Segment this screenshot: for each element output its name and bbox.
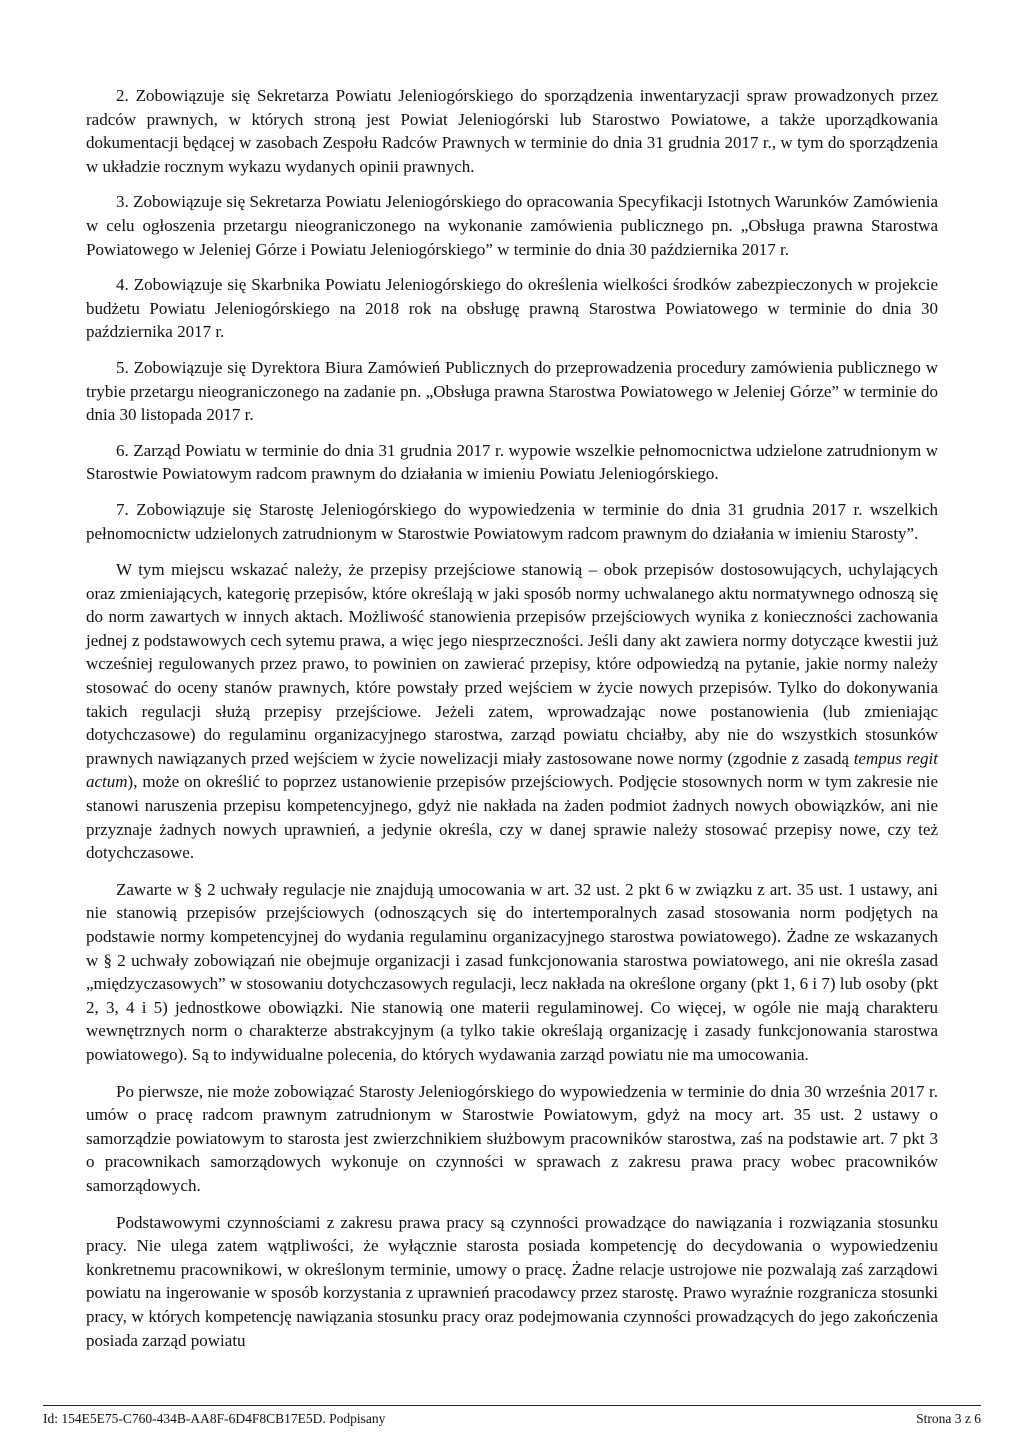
paragraph-first-point: Po pierwsze, nie może zobowiązać Starosty Jeleniogórskiego do wypowiedzenia w terminie do dnia 30 września 2017 r. umów o pracę radcom prawnym zatrudnionym w Starostwie Powiatowym, gdyż na mocy art. 35 ust. 2 ustawy o samorządzie powiatowym to starosta jest zwierzchnikiem służbowym pracowników starostwa, zaś na podstawie art. 7 pkt 3 o pracownikach samorządowych wykonuje on czynności w sprawach z zakresu prawa pracy wobec pracowników samorządowych. — [86, 1081, 938, 1195]
page-number: Strona 3 z 6 — [916, 1411, 981, 1426]
paragraph-item-2: 2. Zobowiązuje się Sekretarza Powiatu Jeleniogórskiego do sporządzenia inwentaryzacji spraw prowadzonych przez radców prawnych, w których stroną jest Powiat Jeleniogórski lub Starostwo Powiatowe, a także uporządkowania dokumentacji będącej w zasobach Zespołu Radców Prawnych w terminie do dnia 31 grudnia 2017 r., w tym do sporządzenia w układzie rocznym wykazu wydanych opinii prawnych. — [86, 86, 938, 176]
paragraph-item-7: 7. Zobowiązuje się Starostę Jeleniogórskiego do wypowiedzenia w terminie do dnia 31 grudnia 2017 r. wszelkich pełnomocnictw udzielonych zatrudnionym w Starostwie Powiatowym radcom prawnym do działania w imieniu Starosty”. — [86, 499, 938, 543]
document-body — [86, 84, 938, 1364]
paragraph-text: ), może on określić to poprzez ustanowienie przepisów przejściowych. Podjęcie stosownych norm w tym zakresie nie stanowi naruszenia przepisu kompetencyjnego, gdyż nie nakłada na żaden podmiot żadnych nowych obowiązków, ani nie przyznaje żadnych nowych uprawnień, a jedynie określa, czy w danej sprawie należy stosować przepisy nowe, czy też dotychczasowe. — [86, 772, 938, 863]
paragraph-section-2-analysis: Zawarte w § 2 uchwały regulacje nie znajdują umocowania w art. 32 ust. 2 pkt 6 w związku z art. 35 ust. 1 ustawy, ani nie stanowią przepisów przejściowych (odnoszących się do intertemporalnych zasad stosowania norm podjętych na podstawie normy kompetencyjnej do wydania regulaminu organizacyjnego starostwa powiatowego). Żadne ze wskazanych w § 2 uchwały zobowiązań nie obejmuje organizacji i zasad funkcjonowania starostwa powiatowego, ani nie określa zasad „międzyczasowych” w stosowaniu dotychczasowych regulacji, lecz nakłada na określone organy (pkt 1, 6 i 7) lub osoby (pkt 2, 3, 4 i 5) jednostkowe obowiązki. Nie stanowią one materii regulaminowej. Co więcej, w ogóle nie mają charakteru wewnętrznych norm o charakterze abstrakcyjnym (a tylko takie określają organizację i zasady funkcjonowania starostwa powiatowego). Są to indywidualne polecenia, do których wydawania zarząd powiatu nie ma umocowania. — [86, 879, 938, 1064]
paragraph-item-3: 3. Zobowiązuje się Sekretarza Powiatu Jeleniogórskiego do opracowania Specyfikacji Istotnych Warunków Zamówienia w celu ogłoszenia przetargu nieograniczonego na wykonanie zamówienia publicznego pn. „Obsługa prawna Starostwa Powiatowego w Jeleniej Górze i Powiatu Jeleniogórskiego” w terminie do dnia 30 października 2017 r. — [86, 192, 938, 259]
paragraph-labour-law: Podstawowymi czynnościami z zakresu prawa pracy są czynności prowadzące do nawiązania i rozwiązania stosunku pracy. Nie ulega zatem wątpliwości, że wyłącznie starosta posiada kompetencję do decydowania o wypowiedzeniu konkretnemu pracownikowi, w określonym terminie, umowy o pracę. Żadne relacje ustrojowe nie pozwalają zaś zarządowi powiatu na ingerowanie w sposób korzystania z uprawnień pracodawcy przez starostę. Prawo wyraźnie rozgranicza stosunki pracy, w których kompetencję nawiązania stosunku pracy oraz podejmowania czynności prowadzących do jego zakończenia posiada zarząd powiatu — [86, 1212, 938, 1350]
page-footer — [43, 1405, 981, 1427]
document-id: Id: 154E5E75-C760-434B-AA8F-6D4F8CB17E5D. Podpisany — [43, 1411, 386, 1426]
latin-phrase: tempus regit actum — [86, 748, 938, 792]
paragraph-item-4: 4. Zobowiązuje się Skarbnika Powiatu Jeleniogórskiego do określenia wielkości środków zabezpieczonych w projekcie budżetu Powiatu Jeleniogórskiego na 2018 rok na obsługę prawną Starostwa Powiatowego w terminie do dnia 30 października 2017 r. — [86, 275, 938, 342]
paragraph-item-6: 6. Zarząd Powiatu w terminie do dnia 31 grudnia 2017 r. wypowie wszelkie pełnomocnictwa udzielone zatrudnionym w Starostwie Powiatowym radcom prawnym do działania w imieniu Powiatu Jeleniogórskiego. — [86, 440, 938, 484]
paragraph-transitional-provisions — [86, 558, 938, 865]
paragraph-item-5: 5. Zobowiązuje się Dyrektora Biura Zamówień Publicznych do przeprowadzenia procedury zamówienia publicznego w trybie przetargu nieograniczonego na zadanie pn. „Obsługa prawna Starostwa Powiatowego w Jeleniej Górze” w terminie do dnia 30 listopada 2017 r. — [86, 357, 938, 425]
paragraph-text: W tym miejscu wskazać należy, że przepisy przejściowe stanowią – obok przepisów dostosowujących, uchylających oraz zmieniających, kategorię przepisów, które określają w jaki sposób normy uchwalanego aktu normatywnego odnoszą się do norm zawartych w innych aktach. Możliwość stanowienia przepisów przejściowych wynika z konieczności zachowania jednej z podstawowych cech sytemu prawa, a więc jego niesprzeczności. Jeśli dany akt zawiera normy dotyczące kwestii już wcześniej regulowanych przez prawo, to powinien on zawierać przepisy, które odpowiedzą na pytanie, jakie normy należy stosować do oceny stanów prawnych, które powstały przed wejściem w życie nowych przepisów. Tylko do dokonywania takich regulacji służą przepisy przejściowe. Jeżeli zatem, wprowadzając nowe postanowienia (lub zmieniając dotychczasowe) do regulaminu organizacyjnego starostwa, zarząd powiatu chciałby, aby nie do wszystkich stosunków prawnych nawiązanych przed wejściem w życie nowelizacji miały zastosowane nowe normy (zgodnie z zasadą — [86, 560, 938, 768]
